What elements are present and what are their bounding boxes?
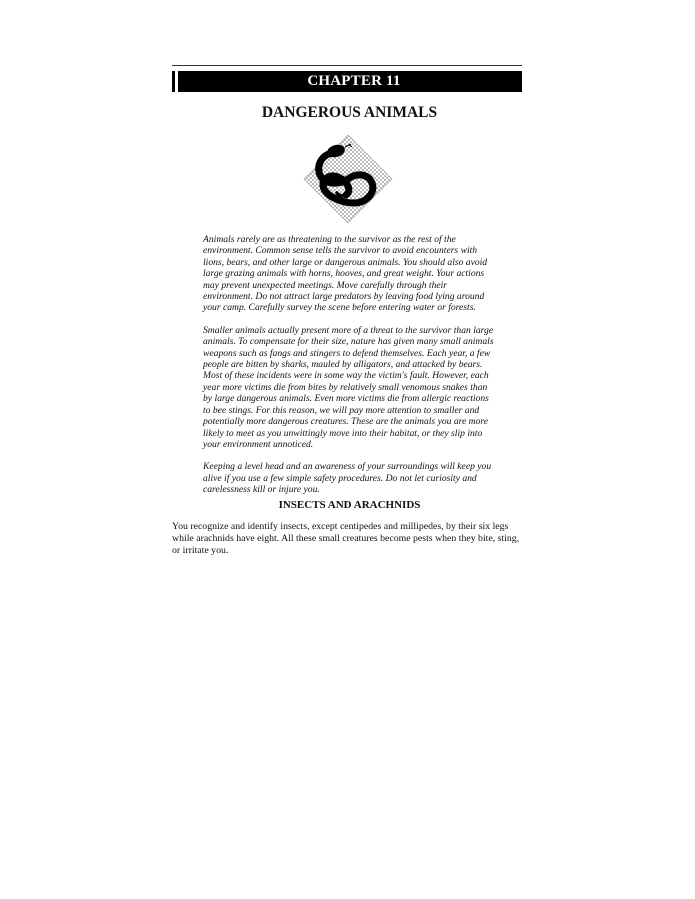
intro-paragraph: Smaller animals actually present more of a threat to the survivor than large animals. To compensate for their size, nature has given many small animals weapons such as fangs and stingers to defend themselves. Each year, a few people are bitten by sharks, mauled by alligators, and attacked by bears. Most of these incidents were in some way the victim's fault. However, each year more victims die from bites by relatively small venomous snakes than by large dangerous animals. Even more victims die from allergic reactions to bee stings. For this reason, we will pay more attention to smaller and potentially more dangerous creatures. These are the animals you are more likely to meet as you unwittingly move into their habitat, or they slip into your environment unnoticed. [203,324,494,450]
top-rule [172,65,522,66]
banner-notch [175,71,178,92]
intro-paragraph: Keeping a level head and an awareness of your surroundings will keep you alive if you use a few simple safety procedures. Do not let curiosity and carelessness kill or injure you. [203,461,492,496]
snake-icon [302,133,394,225]
body-paragraph: You recognize and identify insects, except centipedes and millipedes, by their six legs while arachnids have eight. All these small creatures become pests when they bite, sting, or irritate you. [172,521,520,557]
chapter-title: DANGEROUS ANIMALS [261,104,438,121]
section-heading: INSECTS AND ARACHNIDS [278,499,421,511]
intro-paragraph: Animals rarely are as threatening to the survivor as the rest of the environment. Common sense tells the survivor to avoid encounters with lions, bears, and other large or dangerous animals. You should also avoid large grazing animals with horns, hooves, and great weight. Your actions may prevent unexpected meetings. Move carefully through their environment. Do not attract large predators by leaving food lying around your camp. Carefully survey the scene before entering water or forests. [203,234,488,314]
intro-text [203,234,498,507]
chapter-label: CHAPTER 11 [307,73,401,89]
